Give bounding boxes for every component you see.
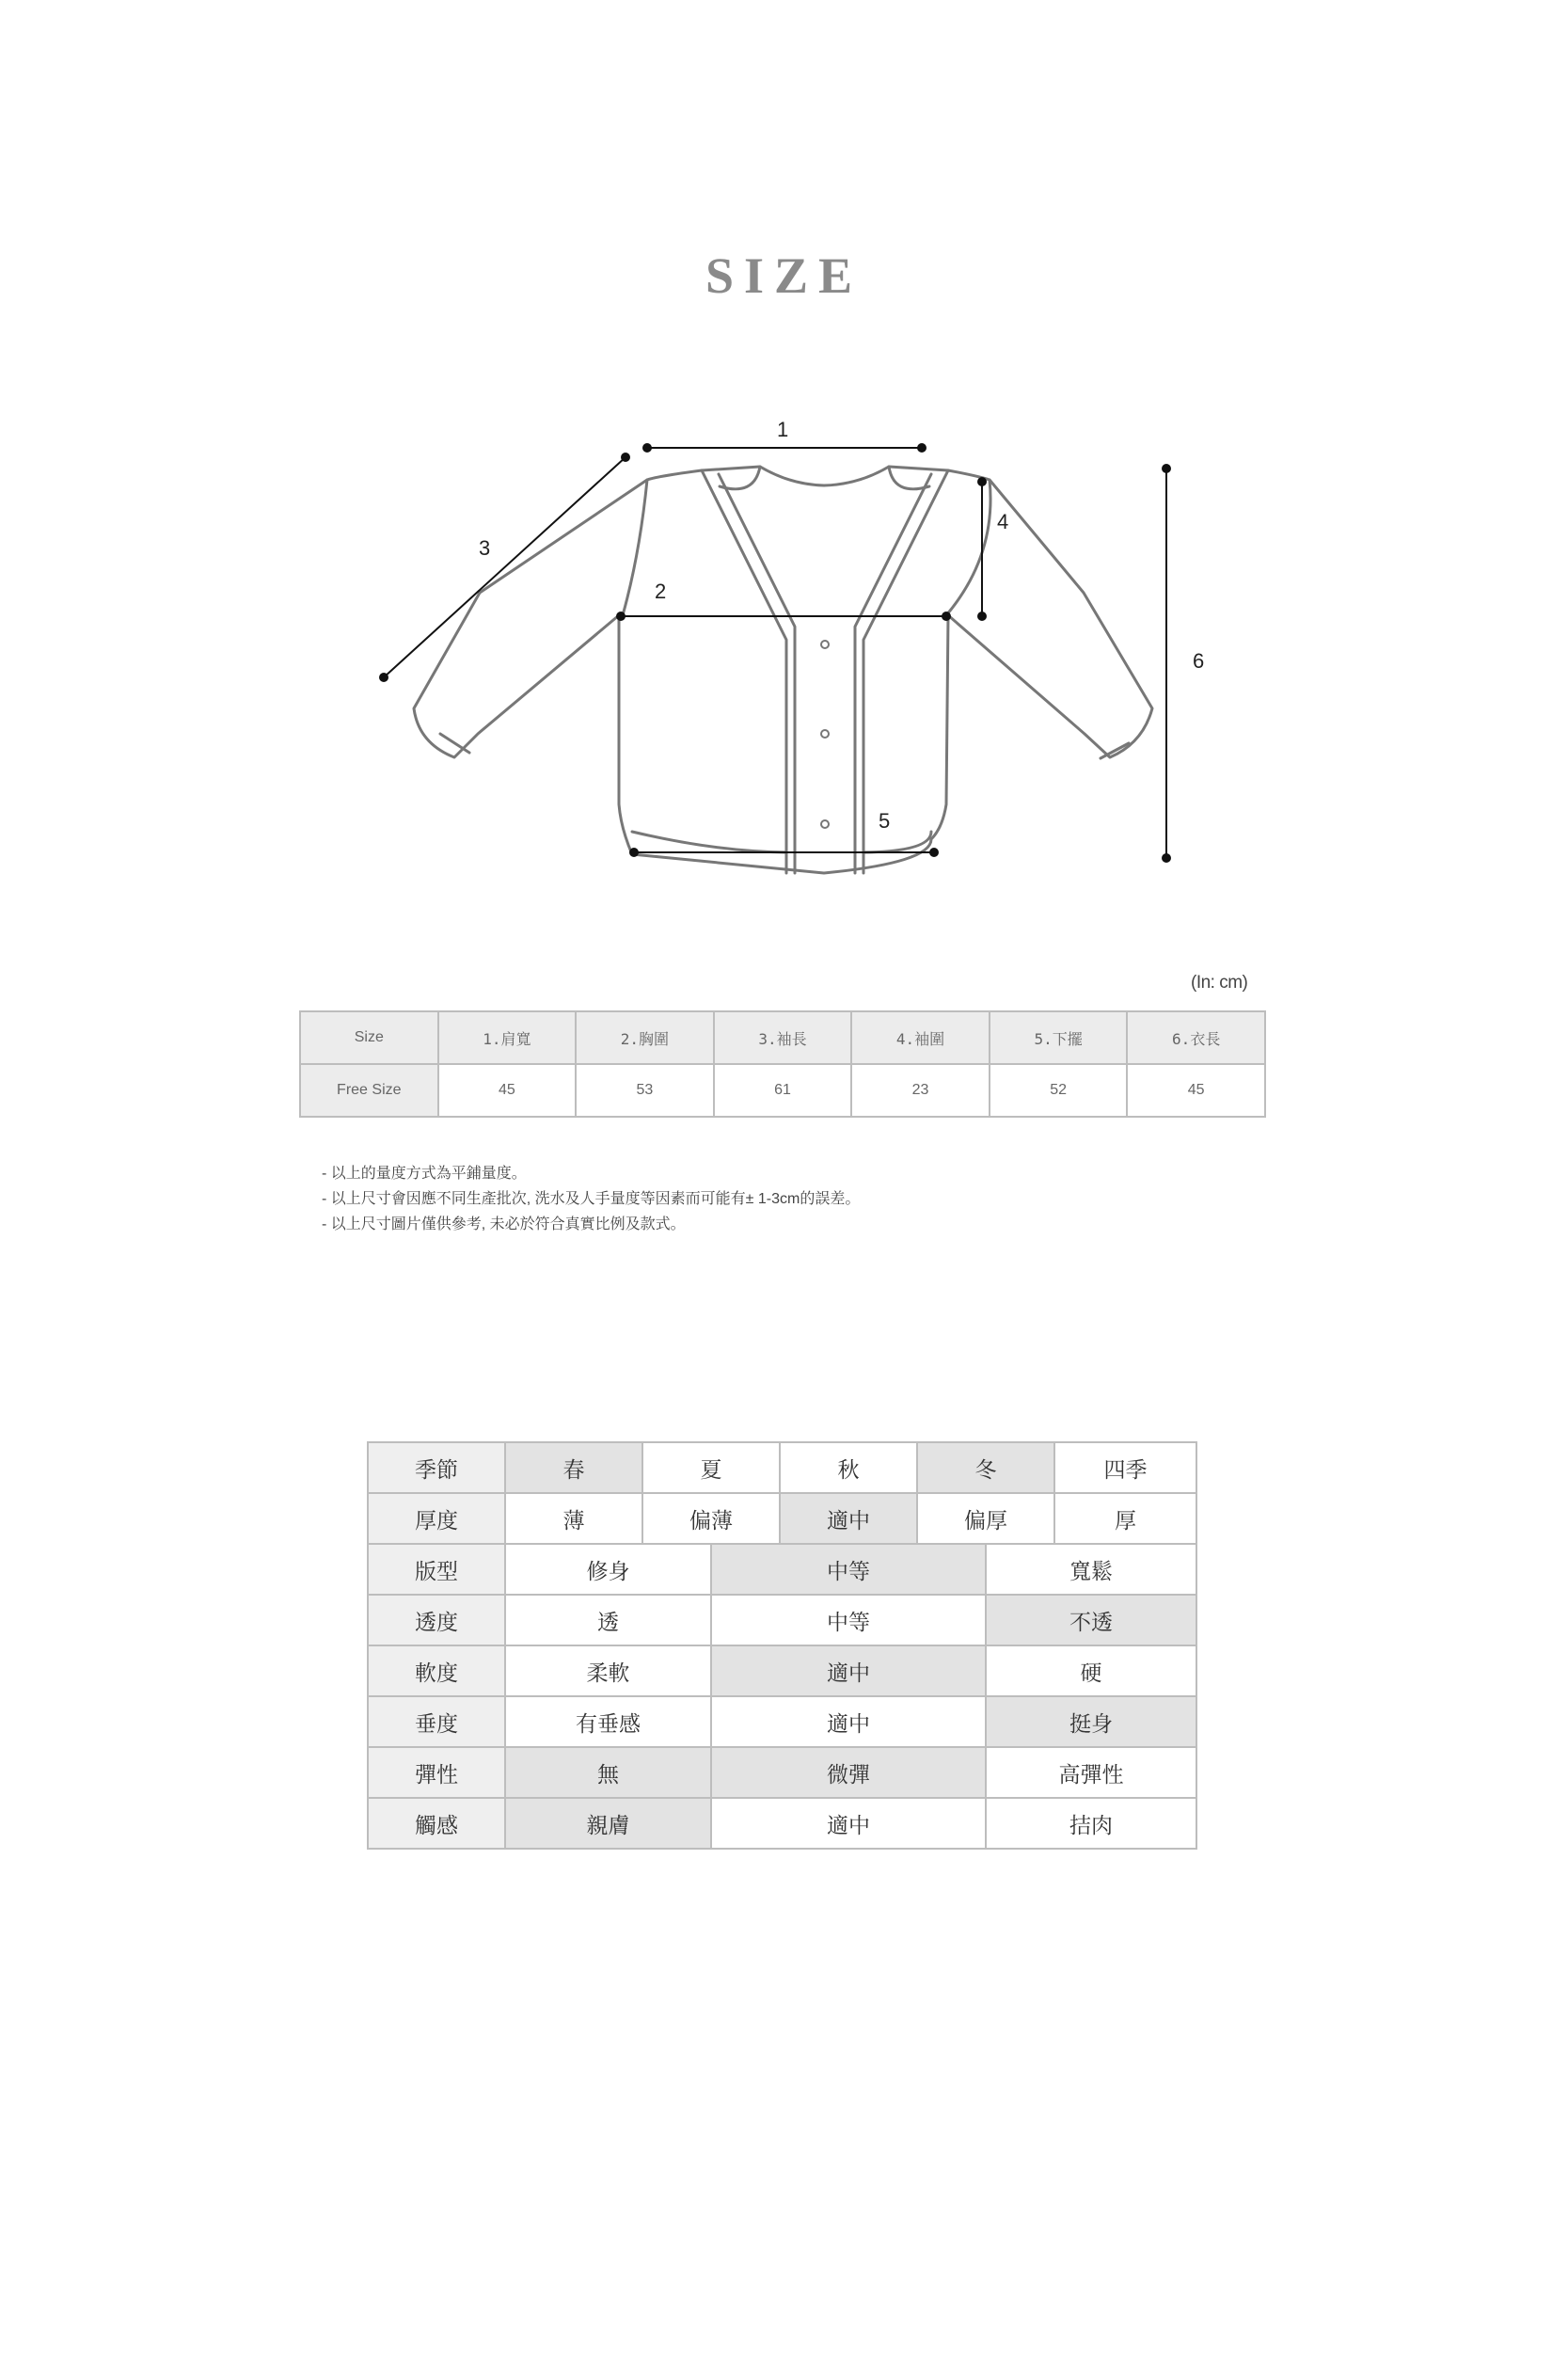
attr-row-elasticity (368, 1747, 1196, 1798)
option-cell: 夏 (642, 1442, 780, 1493)
option-cell: 薄 (505, 1493, 642, 1544)
option-cell: 拮肉 (986, 1798, 1196, 1849)
table-cell: 53 (576, 1064, 714, 1117)
attr-label: 版型 (368, 1544, 505, 1595)
option-cell: 柔軟 (505, 1645, 711, 1696)
option-cell: 硬 (986, 1645, 1196, 1696)
attr-label: 厚度 (368, 1493, 505, 1544)
attr-label: 彈性 (368, 1747, 505, 1798)
fabric-attribute-table (367, 1441, 1197, 1850)
measurement-notes (322, 1161, 860, 1237)
option-cell: 秋 (780, 1442, 917, 1493)
attr-label: 軟度 (368, 1645, 505, 1696)
option-cell: 偏厚 (917, 1493, 1054, 1544)
size-table-row (300, 1064, 1265, 1117)
table-cell: 45 (1127, 1064, 1265, 1117)
option-cell: 四季 (1054, 1442, 1196, 1493)
option-cell: 適中 (780, 1493, 917, 1544)
option-cell: 適中 (711, 1645, 986, 1696)
attr-row-feel (368, 1798, 1196, 1849)
attr-label: 季節 (368, 1442, 505, 1493)
size-table (299, 1010, 1266, 1118)
option-cell: 透 (505, 1595, 711, 1645)
note-line: - 以上尺寸會因應不同生產批次, 洗水及人手量度等因素而可能有± 1-3cm的誤差。 (322, 1191, 861, 1207)
option-cell: 挺身 (986, 1696, 1196, 1747)
button (821, 820, 829, 828)
option-cell: 厚 (1054, 1493, 1196, 1544)
note-line: - 以上的量度方式為平鋪量度。 (322, 1166, 527, 1182)
attr-row-fit (368, 1544, 1196, 1595)
option-cell: 無 (505, 1747, 711, 1798)
garment-measurement-diagram (0, 0, 1568, 941)
measure-label-5: 5 (879, 809, 891, 833)
attr-row-season (368, 1442, 1196, 1493)
table-cell: 61 (714, 1064, 852, 1117)
table-cell: 45 (438, 1064, 577, 1117)
header-cell: Size (300, 1011, 438, 1064)
option-cell: 有垂感 (505, 1696, 711, 1747)
page-title: SIZE (705, 247, 863, 304)
collar-line (702, 470, 786, 873)
unit-label: (In: cm) (1191, 973, 1248, 993)
table-cell: Free Size (300, 1064, 438, 1117)
option-cell: 寬鬆 (986, 1544, 1196, 1595)
option-cell: 適中 (711, 1696, 986, 1747)
measure-label-2: 2 (655, 580, 667, 603)
header-cell: 4.袖圍 (851, 1011, 990, 1064)
table-cell: 23 (851, 1064, 990, 1117)
header-cell: 2.胸圍 (576, 1011, 714, 1064)
size-table-header-row (300, 1011, 1265, 1064)
option-cell: 修身 (505, 1544, 711, 1595)
option-cell: 中等 (711, 1595, 986, 1645)
measure-label-6: 6 (1193, 649, 1205, 673)
button (821, 641, 829, 648)
option-cell: 高彈性 (986, 1747, 1196, 1798)
option-cell: 春 (505, 1442, 642, 1493)
option-cell: 適中 (711, 1798, 986, 1849)
attr-label: 觸感 (368, 1798, 505, 1849)
cardigan-outline (414, 467, 1152, 873)
table-cell: 52 (990, 1064, 1128, 1117)
header-cell: 3.袖長 (714, 1011, 852, 1064)
measure-label-3: 3 (479, 536, 491, 560)
option-cell: 微彈 (711, 1747, 986, 1798)
attr-row-drape (368, 1696, 1196, 1747)
measure-label-1: 1 (777, 418, 789, 441)
header-cell: 6.衣長 (1127, 1011, 1265, 1064)
option-cell: 不透 (986, 1595, 1196, 1645)
attr-label: 透度 (368, 1595, 505, 1645)
attr-row-thickness (368, 1493, 1196, 1544)
button (821, 730, 829, 738)
note-line: - 以上尺寸圖片僅供參考, 未必於符合真實比例及款式。 (322, 1216, 686, 1232)
attr-row-transparency (368, 1595, 1196, 1645)
option-cell: 偏薄 (642, 1493, 780, 1544)
attr-label: 垂度 (368, 1696, 505, 1747)
attr-row-softness (368, 1645, 1196, 1696)
option-cell: 親膚 (505, 1798, 711, 1849)
option-cell: 冬 (917, 1442, 1054, 1493)
header-cell: 5.下擺 (990, 1011, 1128, 1064)
measure-label-4: 4 (997, 510, 1009, 533)
option-cell: 中等 (711, 1544, 986, 1595)
header-cell: 1.肩寬 (438, 1011, 577, 1064)
